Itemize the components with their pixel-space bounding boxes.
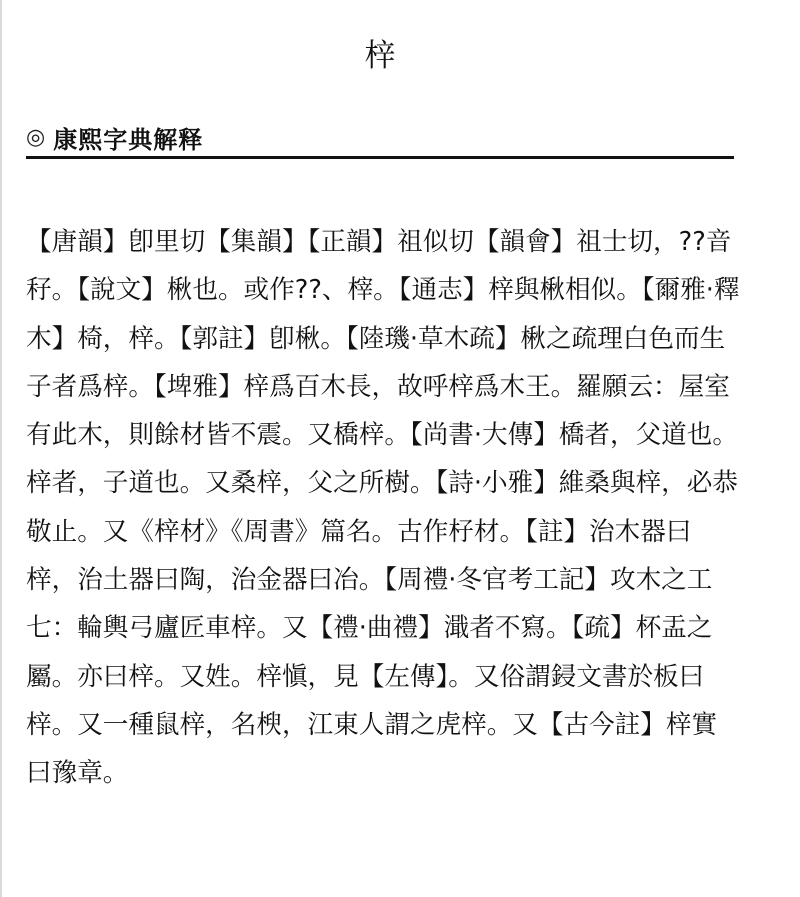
- section-header: [26, 118, 734, 159]
- section-title: 康熙字典解释: [53, 125, 204, 154]
- page-left-border: [0, 0, 2, 897]
- page-title: 梓: [364, 38, 396, 74]
- section-marker-icon: ◎: [26, 124, 46, 150]
- dictionary-entry-text: 【唐韻】卽里切【集韻】【正韻】祖似切【韻會】祖士切，??音秄。【說文】楸也。或作??、榟。【通志】梓與楸相似。【爾雅·釋木】椅，梓。【郭註】卽楸。【陸璣·草木疏】楸之疏理白色而生子者爲梓。【埤雅】梓爲百木長，故呼梓爲木王。羅願云：屋室有此木，則餘材皆不震。又橋梓。【尚書·大傳】橋者，父道也。梓者，子道也。又桑梓，父之所樹。【詩·小雅】維桑與梓，必恭敬止。又《梓材》《周書》篇名。古作杍材。【註】治木器曰梓，治土器曰陶，治金器曰冶。【周禮·冬官考工記】攻木之工七：輪輿弓廬匠車梓。又【禮·曲禮】濈者不寫。【疏】杯盂之屬。亦曰梓。又姓。梓愼，見【左傳】。又俗謂鋟文書於板曰梓。又一種鼠梓，名楰，江東人謂之虎梓。又【古今註】梓實曰豫章。: [26, 227, 740, 789]
